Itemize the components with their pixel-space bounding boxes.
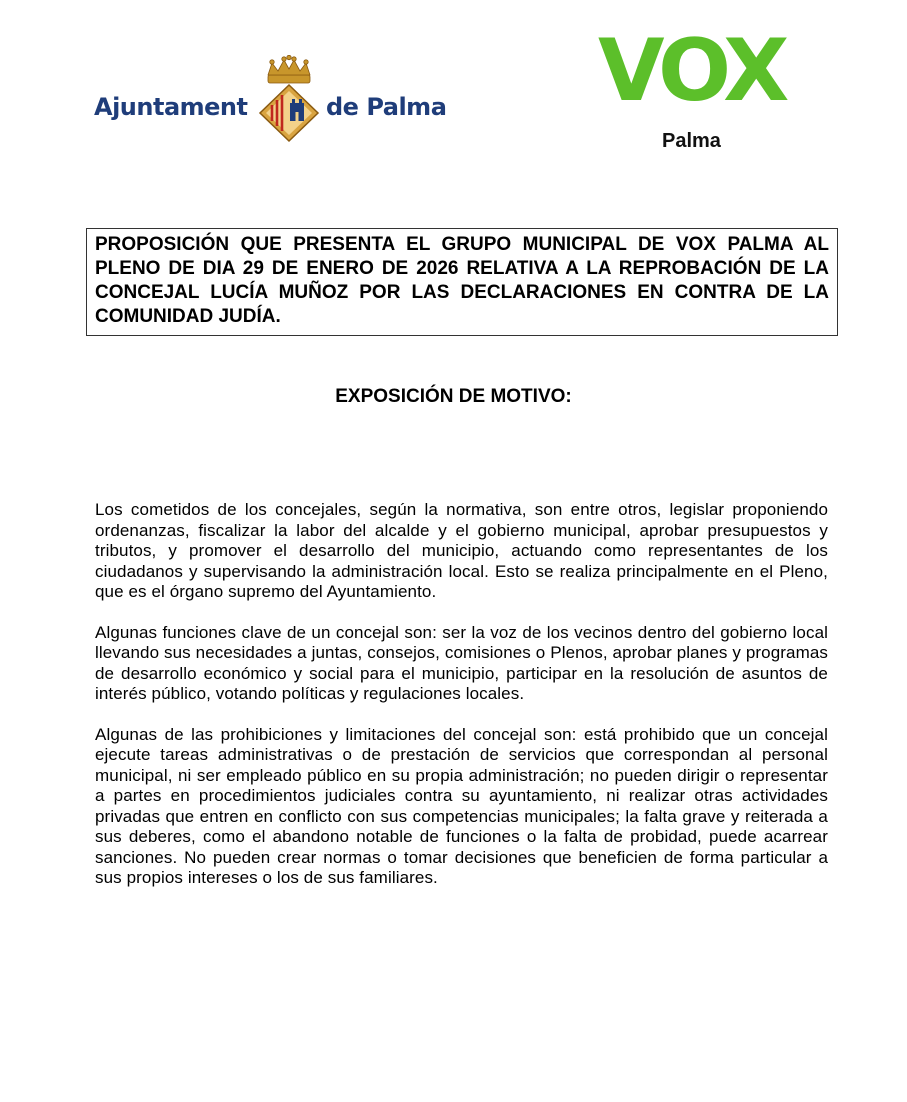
paragraph-1: Los cometidos de los concejales, según la normativa, son entre otros, legislar proponiendo ordenanzas, fiscalizar la labor del alcalde y el gobierno municipal, aprobar presupuestos y tributos, y promover el desarrollo del municipio, actuando como representantes de los ciudadanos y supervisando la administración local. Esto se realiza principalmente en el Pleno, que es el órgano supremo del Ayuntamiento. [95, 500, 828, 601]
ajuntament-logo [94, 55, 454, 145]
proposal-title: PROPOSICIÓN QUE PRESENTA EL GRUPO MUNICIPAL DE VOX PALMA AL PLENO DE DIA 29 DE ENERO DE 2026 RELATIVA A LA REPROBACIÓN DE LA CONCEJAL LUCÍA MUÑOZ POR LAS DECLARACIONES EN CONTRA DE LA COMUNIDAD JUDÍA. [86, 228, 838, 336]
coat-of-arms-icon [256, 55, 322, 145]
vox-logo-subtitle: Palma [662, 130, 721, 152]
body-text [95, 500, 828, 909]
ajuntament-logo-text-right: de Palma [326, 93, 447, 121]
section-heading: EXPOSICIÓN DE MOTIVO: [335, 386, 572, 407]
vox-palma-logo [598, 21, 813, 160]
ajuntament-logo-text-left: Ajuntament [94, 93, 248, 121]
paragraph-2: Algunas funciones clave de un concejal son: ser la voz de los vecinos dentro del gobierno local llevando sus necesidades a juntas, consejos, comisiones o Plenos, aprobar planes y programas de desarrollo económico y social para el municipio, participar en la resolución de asuntos de interés público, votando políticas y regulaciones locales. [95, 622, 828, 703]
vox-logo-word: VOX [598, 21, 785, 121]
paragraph-3: Algunas de las prohibiciones y limitaciones del concejal son: está prohibido que un concejal ejecute tareas administrativas o de prestación de servicios que correspondan al personal municipal, ni ser empleado público en su propia administración; no pueden dirigir o representar a partes en procedimientos judiciales contra su ayuntamiento, ni realizar otras actividades privadas que entren en conflicto con sus competencias municipales; la falta grave y reiterada a sus deberes, como el abandono notable de funciones o la falta de probidad, puede acarrear sanciones. No pueden crear normas o tomar decisiones que beneficien de forma particular a sus propios intereses o los de sus familiares. [95, 724, 828, 887]
